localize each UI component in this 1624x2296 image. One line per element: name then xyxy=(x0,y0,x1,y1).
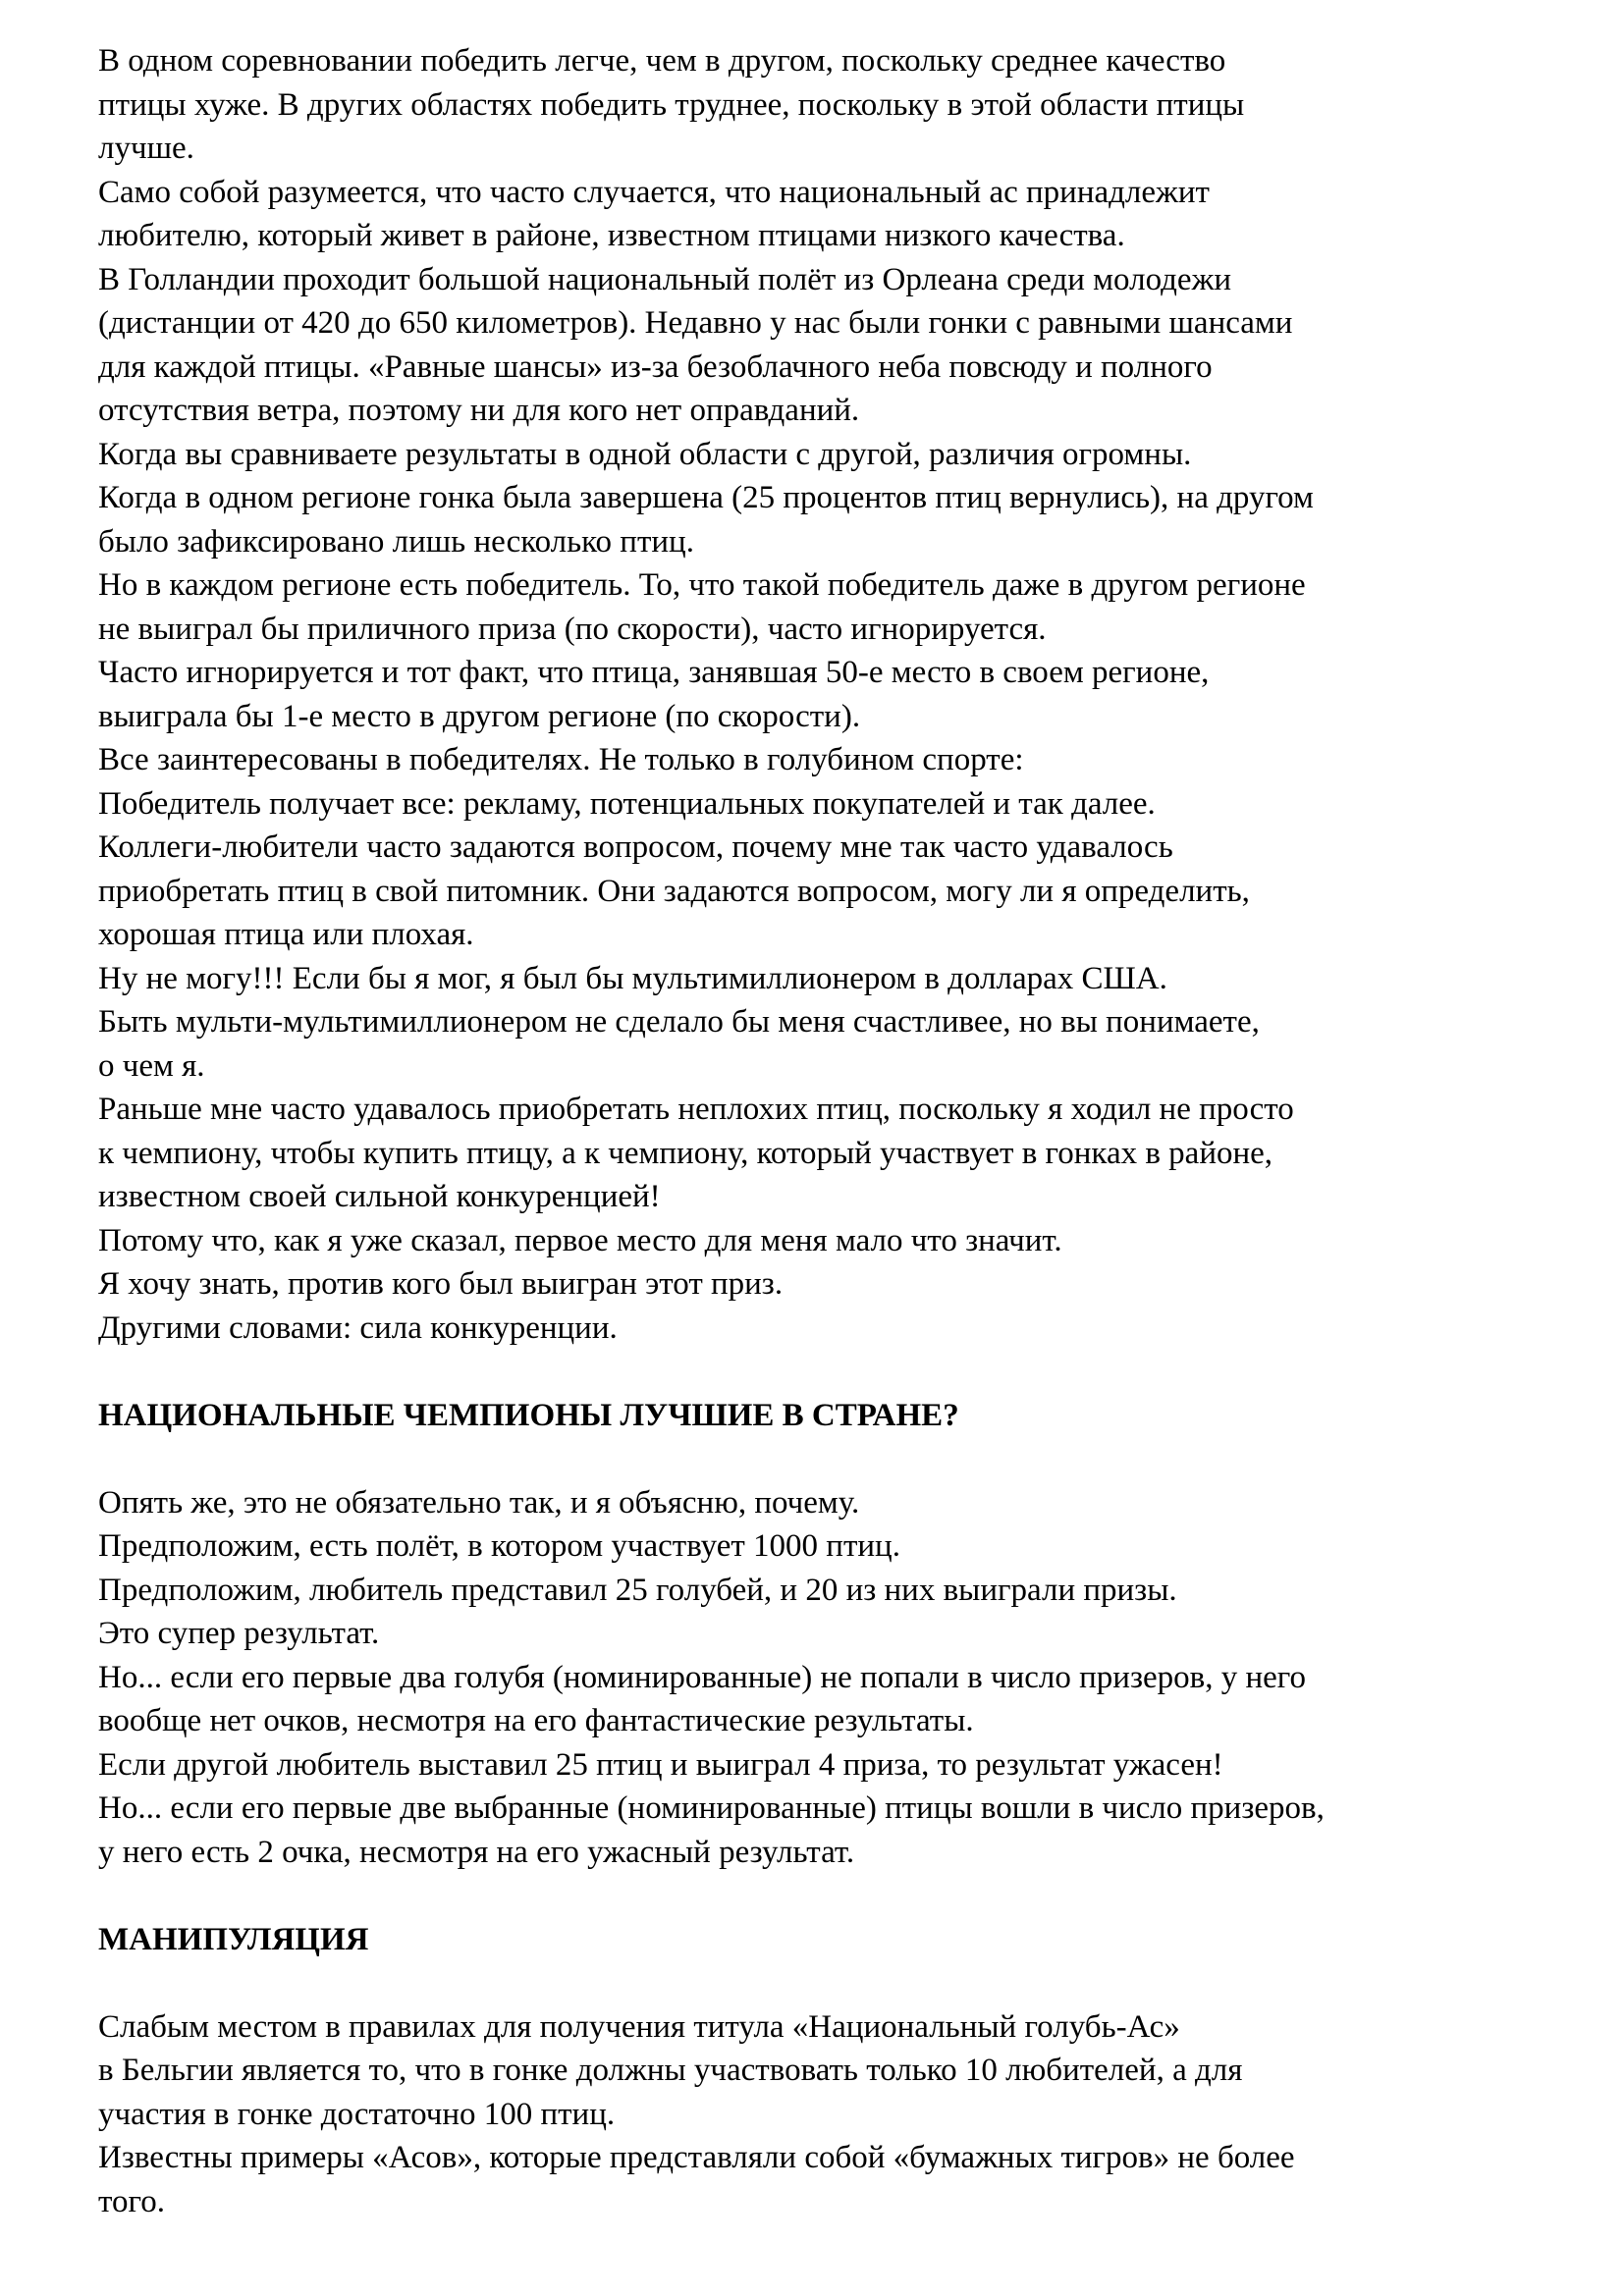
text-line: (дистанции от 420 до 650 километров). Недавно у нас были гонки с равными шансами xyxy=(98,305,1293,341)
text-line: известном своей сильной конкуренцией! xyxy=(98,1179,661,1214)
text-line: того. xyxy=(98,2183,165,2219)
text-line: Предположим, есть полёт, в котором участвует 1000 птиц. xyxy=(98,1528,900,1564)
spacer xyxy=(98,1874,1571,1918)
section-heading-manipulation: МАНИПУЛЯЦИЯ xyxy=(98,1921,369,1957)
text-line: к чемпиону, чтобы купить птицу, а к чемпиону, который участвует в гонках в районе, xyxy=(98,1135,1273,1171)
text-line: Потому что, как я уже сказал, первое место для меня мало что значит. xyxy=(98,1222,1062,1258)
text-line: у него есть 2 очка, несмотря на его ужасный результат. xyxy=(98,1834,855,1870)
text-line: Другими словами: сила конкуренции. xyxy=(98,1309,618,1346)
text-line: Быть мульти-мультимиллионером не сделало бы меня счастливее, но вы понимаете, xyxy=(98,1004,1260,1040)
text-line: в Бельгии является то, что в гонке должны участвовать только 10 любителей, а для xyxy=(98,2053,1243,2088)
text-line: хорошая птица или плохая. xyxy=(98,917,474,952)
section-heading-national-champions: НАЦИОНАЛЬНЫЕ ЧЕМПИОНЫ ЛУЧШИЕ В СТРАНЕ? xyxy=(98,1397,959,1433)
text-line: Я хочу знать, против кого был выигран этот приз. xyxy=(98,1266,784,1302)
text-line: участия в гонке достаточно 100 птиц. xyxy=(98,2096,616,2132)
text-line: Но... если его первые две выбранные (номинированные) птицы вошли в число призеров, xyxy=(98,1790,1325,1826)
text-line: Коллеги-любители часто задаются вопросом, почему мне так часто удавалось xyxy=(98,829,1173,865)
text-line: для каждой птицы. «Равные шансы» из-за безоблачного неба повсюду и полного xyxy=(98,348,1213,385)
text-line: отсутствия ветра, поэтому ни для кого нет оправданий. xyxy=(98,393,860,428)
text-line: Но в каждом регионе есть победитель. То, что такой победитель даже в другом регионе xyxy=(98,567,1306,603)
text-line: Ну не могу!!! Если бы я мог, я был бы мультимиллионером в долларах США. xyxy=(98,960,1167,996)
text-line: Если другой любитель выставил 25 птиц и выиграл 4 приза, то результат ужасен! xyxy=(98,1746,1223,1783)
text-line: Само собой разумеется, что часто случается, что национальный ас принадлежит xyxy=(98,174,1210,210)
text-line: Когда вы сравниваете результаты в одной области с другой, различия огромны. xyxy=(98,436,1192,472)
text-line: не выиграл бы приличного приза (по скорости), часто игнорируется. xyxy=(98,611,1047,647)
text-line: Когда в одном регионе гонка была завершена (25 процентов птиц вернулись), на другом xyxy=(98,480,1314,515)
text-line: любителю, который живет в районе, известном птицами низкого качества. xyxy=(98,218,1125,253)
document-page xyxy=(98,39,1571,2223)
spacer xyxy=(98,1437,1571,1481)
text-line: Известны примеры «Асов», которые представляли собой «бумажных тигров» не более xyxy=(98,2140,1295,2175)
text-line: В одном соревновании победить легче, чем в другом, поскольку среднее качество xyxy=(98,43,1226,79)
text-line: было зафиксировано лишь несколько птиц. xyxy=(98,523,694,560)
text-line: Победитель получает все: рекламу, потенциальных покупателей и так далее. xyxy=(98,785,1156,822)
text-line: Раньше мне часто удавалось приобретать неплохих птиц, поскольку я ходил не просто xyxy=(98,1092,1294,1127)
section-national-champions xyxy=(98,1481,1571,1875)
text-line: Предположим, любитель представил 25 голубей, и 20 из них выиграли призы. xyxy=(98,1572,1177,1608)
text-line: Но... если его первые два голубя (номинированные) не попали в число призеров, у него xyxy=(98,1659,1306,1695)
text-line: вообще нет очков, несмотря на его фантастические результаты. xyxy=(98,1703,974,1738)
text-line: птицы хуже. В других областях победить труднее, поскольку в этой области птицы xyxy=(98,86,1245,123)
text-line: Это супер результат. xyxy=(98,1616,380,1651)
text-line: Слабым местом в правилах для получения титула «Национальный голубь-Ас» xyxy=(98,2008,1180,2045)
spacer xyxy=(98,1350,1571,1394)
spacer xyxy=(98,1961,1571,2005)
text-line: лучше. xyxy=(98,131,194,166)
text-line: Часто игнорируется и тот факт, что птица, занявшая 50-е место в своем регионе, xyxy=(98,655,1210,690)
text-line: приобретать птиц в свой питомник. Они задаются вопросом, могу ли я определить, xyxy=(98,873,1250,909)
text-line: В Голландии проходит большой национальный полёт из Орлеана среди молодежи xyxy=(98,261,1232,297)
text-line: выиграла бы 1-е место в другом регионе (по скорости). xyxy=(98,698,861,734)
section-manipulation xyxy=(98,2005,1571,2224)
section-intro xyxy=(98,39,1571,1350)
text-line: о чем я. xyxy=(98,1047,205,1084)
text-line: Опять же, это не обязательно так, и я объясню, почему. xyxy=(98,1484,860,1521)
text-line: Все заинтересованы в победителях. Не только в голубином спорте: xyxy=(98,742,1024,777)
